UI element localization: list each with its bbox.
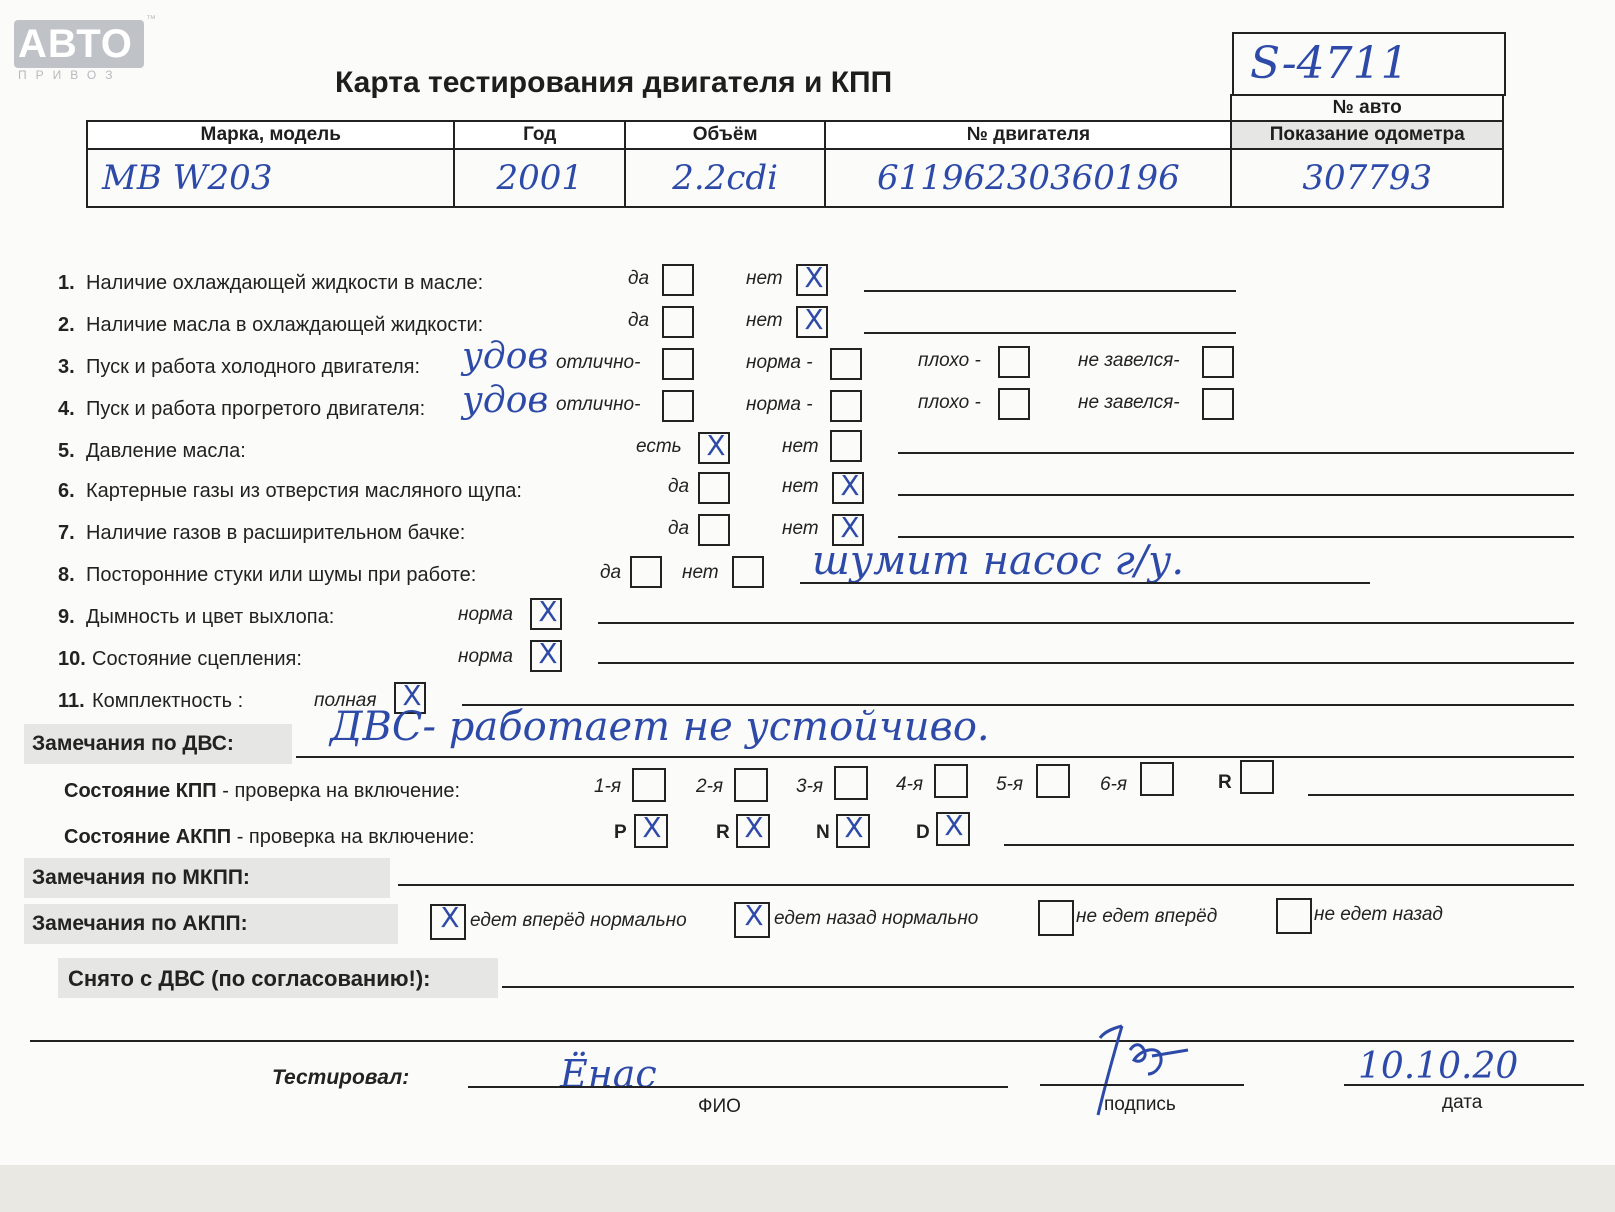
item-7: 7. Наличие газов в расширительном бачке: xyxy=(58,522,466,544)
removed-line xyxy=(502,986,1574,988)
item-3-checkbox-excellent[interactable] xyxy=(662,348,694,380)
item-2: 2. Наличие масла в охлаждающей жидкости: xyxy=(58,314,484,336)
kpp-gear-1-checkbox[interactable] xyxy=(632,768,666,802)
item-3-opt-no-start-label: не завелся- xyxy=(1078,350,1180,371)
item-3-opt-bad-label: плохо - xyxy=(918,350,981,371)
akpp-answer-line xyxy=(1004,844,1574,846)
akpp-reverse-ok-label: едет назад нормально xyxy=(774,908,979,929)
header-label-odometer: Показание одометра xyxy=(1231,121,1503,149)
kpp-gear-3-label: 3-я xyxy=(796,776,824,797)
akpp-gear-d-checkbox[interactable]: X xyxy=(936,812,970,846)
header-label-volume: Объём xyxy=(625,121,825,149)
tester-name-value: Ёнас xyxy=(560,1052,657,1096)
item-9: 9. Дымность и цвет выхлопа: xyxy=(58,606,335,628)
item-2-opt-no-label: нет xyxy=(746,310,783,331)
akpp-gear-d-label: D xyxy=(916,822,930,843)
header-table xyxy=(86,94,1504,208)
header-value-volume: 2.2cdi xyxy=(625,149,825,207)
mkpp-remarks-line xyxy=(398,884,1574,886)
item-4: 4. Пуск и работа прогретого двигателя: xyxy=(58,398,426,420)
tester-name-line xyxy=(468,1086,1008,1088)
header-label-make: Марка, модель xyxy=(87,121,454,149)
item-4-checkbox-excellent[interactable] xyxy=(662,390,694,422)
logo-subtext: ПРИВОЗ xyxy=(18,68,122,82)
item-1-checkbox-yes[interactable] xyxy=(662,264,694,296)
kpp-label: Состояние КПП - проверка на включение: xyxy=(64,780,461,802)
item-5: 5. Давление масла: xyxy=(58,440,246,462)
item-5-opt-yes-label: есть xyxy=(636,436,682,457)
header-label-engine-no: № двигателя xyxy=(825,121,1231,149)
item-10-checkbox-normal[interactable]: X xyxy=(530,640,562,672)
item-4-opt-no-start-label: не завелся- xyxy=(1078,392,1180,413)
item-9-answer-line xyxy=(598,622,1574,624)
item-8-opt-yes-label: да xyxy=(600,562,622,583)
kpp-gear-2-checkbox[interactable] xyxy=(734,768,768,802)
item-6-opt-yes-label: да xyxy=(668,476,690,497)
item-8-opt-no-label: нет xyxy=(682,562,719,583)
item-1-opt-yes-label: да xyxy=(628,268,650,289)
akpp-forward-ok-checkbox[interactable]: X xyxy=(430,904,466,940)
kpp-gear-3-checkbox[interactable] xyxy=(834,766,868,800)
item-2-checkbox-yes[interactable] xyxy=(662,306,694,338)
item-6: 6. Картерные газы из отверстия масляного щупа: xyxy=(58,480,522,502)
item-6-checkbox-no[interactable]: X xyxy=(832,472,864,504)
item-8-note: шумит насос г/у. xyxy=(812,538,1185,584)
item-4-opt-excellent-label: отлично- xyxy=(556,394,641,415)
kpp-gear-r-checkbox[interactable] xyxy=(1240,760,1274,794)
akpp-no-reverse-label: не едет назад xyxy=(1314,904,1443,925)
item-3-note: удов xyxy=(462,336,549,377)
item-4-opt-bad-label: плохо - xyxy=(918,392,981,413)
tester-name-caption: ФИО xyxy=(698,1096,741,1117)
signature-line xyxy=(1040,1084,1244,1086)
item-9-checkbox-normal[interactable]: X xyxy=(530,598,562,630)
logo-text: АВТО xyxy=(18,22,133,66)
kpp-gear-6-label: 6-я xyxy=(1100,774,1128,795)
item-1-answer-line xyxy=(864,290,1236,292)
item-4-checkbox-normal[interactable] xyxy=(830,390,862,422)
akpp-label: Состояние АКПП - проверка на включение: xyxy=(64,826,475,848)
item-3-checkbox-normal[interactable] xyxy=(830,348,862,380)
item-2-opt-yes-label: да xyxy=(628,310,650,331)
date-line xyxy=(1344,1084,1584,1086)
item-5-answer-line xyxy=(898,452,1574,454)
dvs-remarks-line xyxy=(296,756,1574,758)
akpp-forward-ok-label: едет вперёд нормально xyxy=(470,910,687,931)
kpp-gear-2-label: 2-я xyxy=(696,776,724,797)
akpp-no-reverse-checkbox[interactable] xyxy=(1276,898,1312,934)
kpp-gear-5-checkbox[interactable] xyxy=(1036,764,1070,798)
car-number-value: S-4711 xyxy=(1250,38,1409,89)
item-3-checkbox-no-start[interactable] xyxy=(1202,346,1234,378)
akpp-gear-r-checkbox[interactable]: X xyxy=(736,814,770,848)
item-10-opt-normal-label: норма xyxy=(458,646,513,667)
item-2-checkbox-no[interactable]: X xyxy=(796,306,828,338)
header-value-make: MB W203 xyxy=(87,149,454,207)
item-11-checkbox-full[interactable]: X xyxy=(394,682,426,714)
header-value-year: 2001 xyxy=(454,149,625,207)
mkpp-remarks-label: Замечания по МКПП: xyxy=(32,866,250,889)
date-value: 10.10.20 xyxy=(1358,1046,1519,1087)
item-5-checkbox-yes[interactable]: X xyxy=(698,432,730,464)
akpp-remarks-label: Замечания по АКПП: xyxy=(32,912,248,935)
akpp-gear-n-label: N xyxy=(816,822,830,843)
akpp-gear-n-checkbox[interactable]: X xyxy=(836,814,870,848)
item-7-checkbox-yes[interactable] xyxy=(698,514,730,546)
item-10: 10. Состояние сцепления: xyxy=(58,648,302,670)
item-9-opt-normal-label: норма xyxy=(458,604,513,625)
item-4-note: удов xyxy=(462,380,549,421)
item-7-opt-no-label: нет xyxy=(782,518,819,539)
item-4-opt-normal-label: норма - xyxy=(746,394,813,415)
item-7-checkbox-no[interactable]: X xyxy=(832,514,864,546)
akpp-reverse-ok-checkbox[interactable]: X xyxy=(734,902,770,938)
item-3-opt-excellent-label: отлично- xyxy=(556,352,641,373)
akpp-no-forward-label: не едет вперёд xyxy=(1076,906,1218,927)
removed-line-2 xyxy=(30,1040,1574,1042)
item-3: 3. Пуск и работа холодного двигателя: xyxy=(58,356,421,378)
kpp-gear-6-checkbox[interactable] xyxy=(1140,762,1174,796)
header-value-engine-no: 61196230360196 xyxy=(825,149,1231,207)
item-5-opt-no-label: нет xyxy=(782,436,819,457)
akpp-no-forward-checkbox[interactable] xyxy=(1038,900,1074,936)
item-1-opt-no-label: нет xyxy=(746,268,783,289)
kpp-gear-4-checkbox[interactable] xyxy=(934,764,968,798)
car-number-label: № авто xyxy=(1231,95,1503,121)
item-6-answer-line xyxy=(898,494,1574,496)
akpp-gear-p-label: P xyxy=(614,822,627,843)
kpp-gear-4-label: 4-я xyxy=(896,774,924,795)
item-4-checkbox-no-start[interactable] xyxy=(1202,388,1234,420)
page-title: Карта тестирования двигателя и КПП xyxy=(335,66,893,99)
dvs-remarks-value: ДВС- работает не устойчиво. xyxy=(330,704,990,750)
date-caption: дата xyxy=(1442,1092,1483,1113)
item-7-opt-yes-label: да xyxy=(668,518,690,539)
item-8-checkbox-no[interactable] xyxy=(732,556,764,588)
item-1: 1. Наличие охлаждающей жидкости в масле: xyxy=(58,272,484,294)
item-3-checkbox-bad[interactable] xyxy=(998,346,1030,378)
scan-edge xyxy=(0,1165,1615,1212)
kpp-gear-5-label: 5-я xyxy=(996,774,1024,795)
item-8-answer-line xyxy=(800,582,1370,584)
kpp-gear-r-label: R xyxy=(1218,772,1232,793)
kpp-answer-line xyxy=(1308,794,1574,796)
item-6-checkbox-yes[interactable] xyxy=(698,472,730,504)
header-label-year: Год xyxy=(454,121,625,149)
item-8: 8. Посторонние стуки или шумы при работе: xyxy=(58,564,477,586)
removed-label: Снято с ДВС (по согласованию!): xyxy=(68,966,431,991)
signature-caption: подпись xyxy=(1104,1094,1176,1115)
item-3-opt-normal-label: норма - xyxy=(746,352,813,373)
item-5-checkbox-no[interactable] xyxy=(830,430,862,462)
item-4-checkbox-bad[interactable] xyxy=(998,388,1030,420)
item-11-opt-full-label: полная xyxy=(314,690,377,711)
item-1-checkbox-no[interactable]: X xyxy=(796,264,828,296)
item-6-opt-no-label: нет xyxy=(782,476,819,497)
akpp-gear-p-checkbox[interactable]: X xyxy=(634,814,668,848)
akpp-gear-r-label: R xyxy=(716,822,730,843)
tested-by-label: Тестировал: xyxy=(272,1066,410,1089)
item-10-answer-line xyxy=(598,662,1574,664)
dvs-remarks-label: Замечания по ДВС: xyxy=(32,732,234,755)
logo-tm: ™ xyxy=(146,14,156,25)
kpp-gear-1-label: 1-я xyxy=(594,776,622,797)
item-8-checkbox-yes[interactable] xyxy=(630,556,662,588)
header-value-odometer: 307793 xyxy=(1231,149,1503,207)
item-2-answer-line xyxy=(864,332,1236,334)
item-11: 11. Комплектность : xyxy=(58,690,244,712)
